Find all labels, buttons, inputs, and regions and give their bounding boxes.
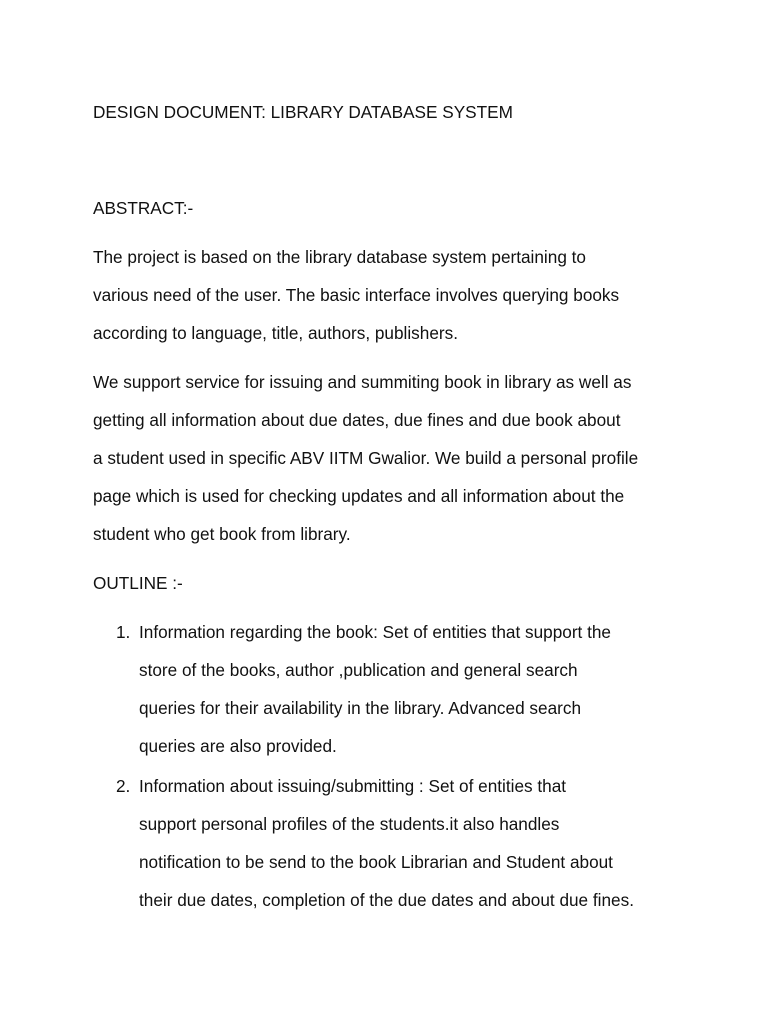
list-number: 1. [116, 622, 131, 642]
paragraph-line: The project is based on the library database system pertaining to [93, 247, 586, 267]
paragraph-line: a student used in specific ABV IITM Gwalior. We build a personal profile [93, 448, 639, 468]
list-item-line: support personal profiles of the students.it also handles [139, 814, 560, 834]
list-number: 2. [116, 776, 131, 796]
list-item-line: Information regarding the book: Set of entities that support the [139, 622, 611, 642]
paragraph-line: various need of the user. The basic interface involves querying books [93, 285, 620, 305]
document-title: DESIGN DOCUMENT: LIBRARY DATABASE SYSTEM [93, 102, 513, 122]
paragraph-line: getting all information about due dates, due fines and due book about [93, 410, 621, 430]
paragraph-line: We support service for issuing and summiting book in library as well as [93, 372, 632, 392]
abstract-heading: ABSTRACT:- [93, 198, 194, 218]
list-item-line: queries for their availability in the library. Advanced search [139, 698, 582, 718]
paragraph-line: student who get book from library. [93, 524, 351, 544]
list-item-line: Information about issuing/submitting : Set of entities that [139, 776, 567, 796]
paragraph-line: page which is used for checking updates and all information about the [93, 486, 625, 506]
list-item-line: store of the books, author ,publication and general search [139, 660, 578, 680]
list-item-line: their due dates, completion of the due dates and about due fines. [139, 890, 634, 910]
paragraph-line: according to language, title, authors, publishers. [93, 323, 458, 343]
outline-heading: OUTLINE :- [93, 573, 183, 593]
list-item-line: queries are also provided. [139, 736, 337, 756]
list-item-line: notification to be send to the book Librarian and Student about [139, 852, 613, 872]
